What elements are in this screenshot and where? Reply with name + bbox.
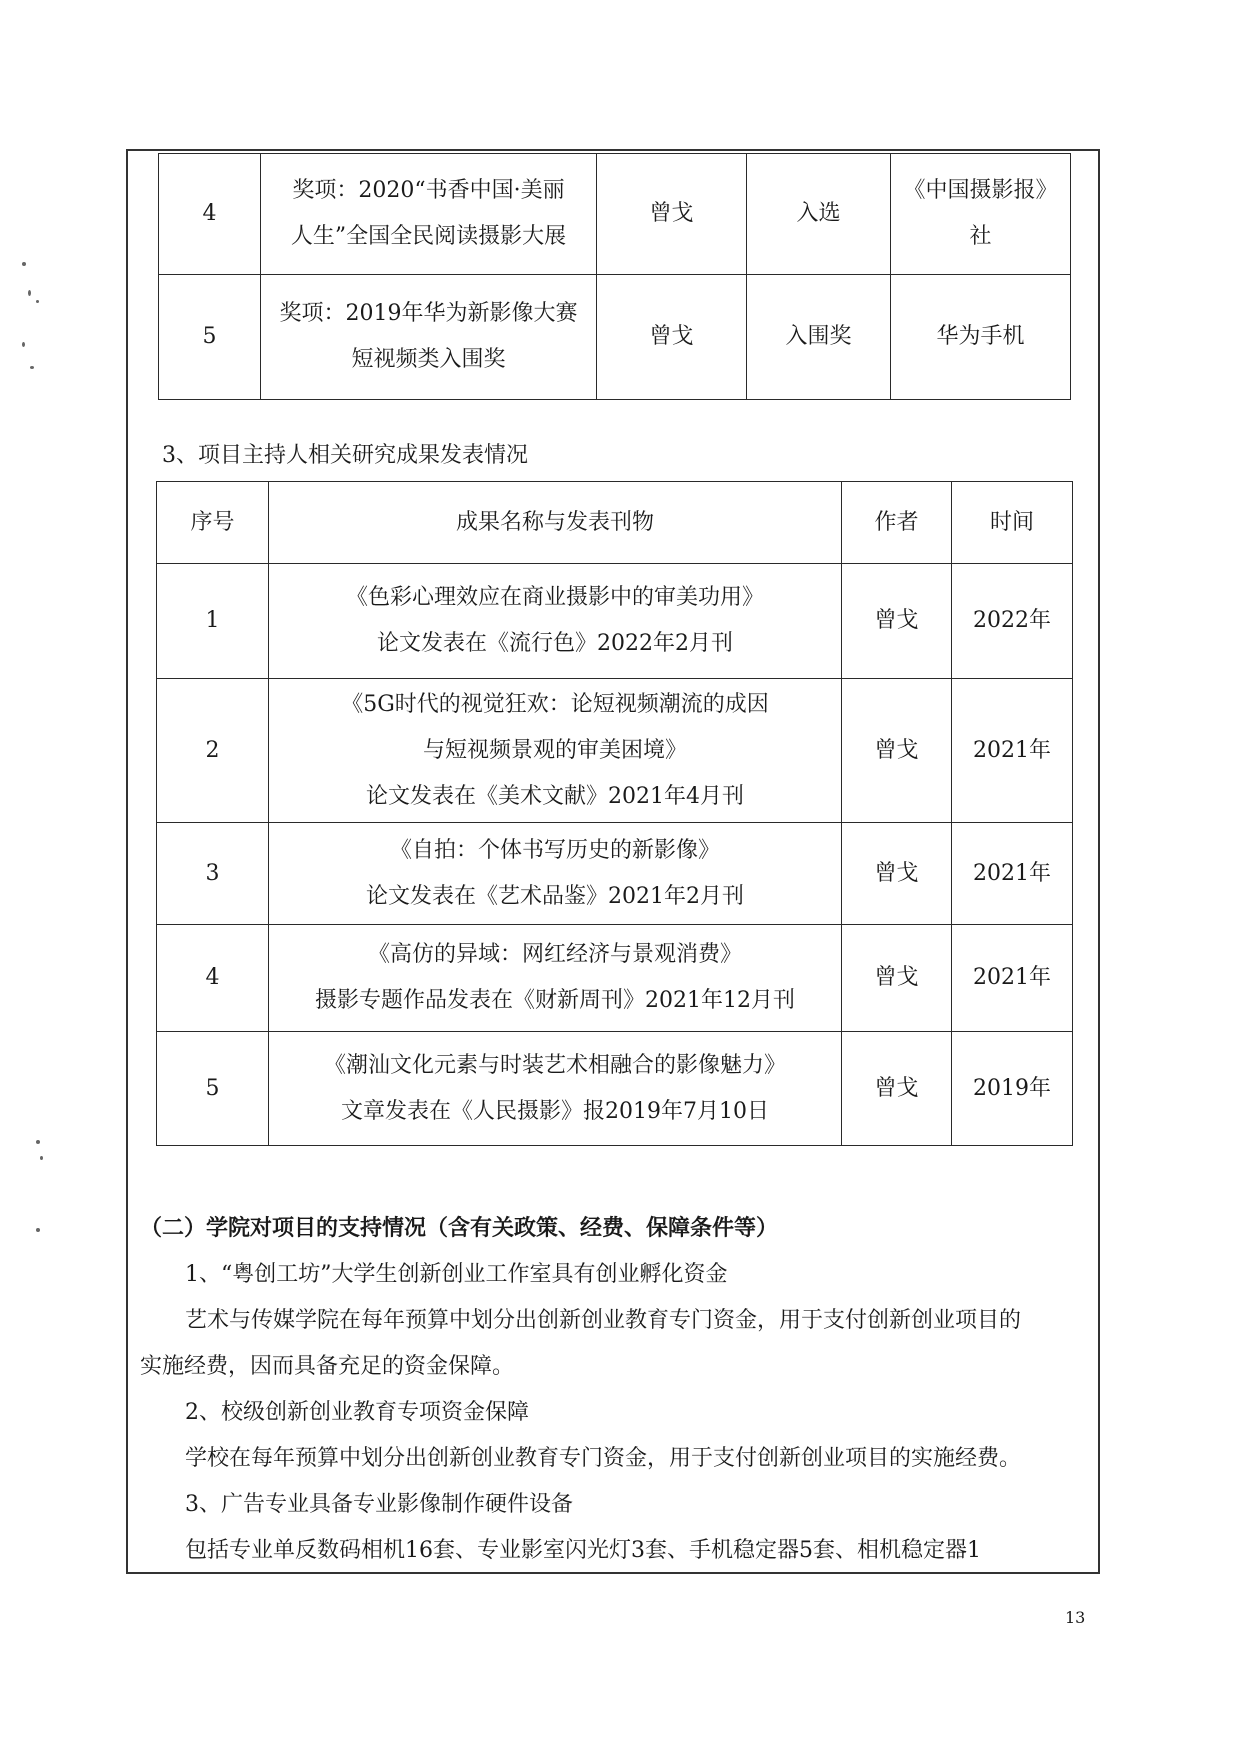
cell-line: 《5G时代的视觉狂欢：论短视频潮流的成因: [341, 691, 769, 717]
papers-table: [156, 481, 1073, 1146]
award-no: 5: [159, 275, 261, 400]
support-p3-title: 3、广告专业具备专业影像制作硬件设备: [185, 1492, 573, 1517]
cell-line: 论文发表在《艺术品鉴》2021年2月刊: [366, 883, 744, 909]
scan-speck: [22, 262, 26, 266]
paper-no: 1: [157, 564, 269, 679]
support-heading: （二）学院对项目的支持情况（含有关政策、经费、保障条件等）: [140, 1215, 779, 1241]
header-title: 成果名称与发表刊物: [269, 482, 842, 564]
paper-no: 5: [157, 1032, 269, 1146]
paper-author: 曾戈: [842, 823, 952, 925]
paper-time: 2021年: [952, 925, 1073, 1032]
cell-line: 摄影专题作品发表在《财新周刊》2021年12月刊: [315, 988, 795, 1013]
cell-line: 论文发表在《美术文献》2021年4月刊: [366, 783, 744, 809]
header-time: 时间: [952, 482, 1073, 564]
cell-line: 与短视频景观的审美困境》: [422, 737, 687, 763]
cell-line: 短视频类入围奖: [351, 347, 506, 372]
award-result: 入围奖: [747, 275, 891, 400]
paper-time: 2019年: [952, 1032, 1073, 1146]
paper-no: 4: [157, 925, 269, 1032]
cell-line: 社: [969, 224, 992, 249]
cell-line: 奖项：2020“书香中国·美丽: [292, 178, 565, 203]
paper-title: [269, 564, 842, 679]
support-p3-text: 包括专业单反数码相机16套、专业影室闪光灯3套、手机稳定器5套、相机稳定器1: [185, 1538, 981, 1563]
header-author: 作者: [842, 482, 952, 564]
paper-author: 曾戈: [842, 679, 952, 823]
paper-time: 2021年: [952, 679, 1073, 823]
support-p2-text: 学校在每年预算中划分出创新创业教育专门资金，用于支付创新创业项目的实施经费。: [185, 1446, 1022, 1471]
paper-row: [157, 925, 1073, 1032]
scan-speck: [36, 300, 39, 303]
page-number: 13: [1065, 1608, 1086, 1627]
award-person: 曾戈: [597, 275, 747, 400]
cell-line: 人生”全国全民阅读摄影大展: [290, 224, 567, 249]
paper-row: [157, 823, 1073, 925]
cell-line: 《色彩心理效应在商业摄影中的审美功用》: [345, 585, 764, 610]
cell-line: 《高仿的异域：网红经济与景观消费》: [367, 942, 742, 967]
award-result: 入选: [747, 154, 891, 275]
section3-heading: 3、项目主持人相关研究成果发表情况: [162, 443, 528, 468]
papers-header-row: [157, 482, 1073, 564]
header-no: 序号: [157, 482, 269, 564]
cell-line: 《中国摄影报》: [903, 178, 1058, 203]
award-org: [891, 154, 1071, 275]
cell-line: 奖项：2019年华为新影像大赛: [279, 301, 578, 326]
paper-time: 2021年: [952, 823, 1073, 925]
support-p1-title: 1、“粤创工坊”大学生创新创业工作室具有创业孵化资金: [185, 1262, 728, 1287]
award-item: [261, 154, 597, 275]
paper-row: [157, 679, 1073, 823]
scan-speck: [36, 1228, 40, 1232]
paper-no: 2: [157, 679, 269, 823]
cell-line: 《自拍：个体书写历史的新影像》: [389, 837, 720, 863]
scan-speck: [30, 366, 34, 369]
scan-speck: [40, 1156, 43, 1160]
support-p1-text-a: 艺术与传媒学院在每年预算中划分出创新创业教育专门资金，用于支付创新创业项目的: [185, 1308, 1022, 1333]
award-row: [159, 275, 1071, 400]
award-item: [261, 275, 597, 400]
cell-line: 文章发表在《人民摄影》报2019年7月10日: [341, 1098, 769, 1124]
paper-author: 曾戈: [842, 925, 952, 1032]
support-p2-title: 2、校级创新创业教育专项资金保障: [185, 1400, 529, 1425]
cell-line: 《潮汕文化元素与时装艺术相融合的影像魅力》: [323, 1052, 786, 1078]
award-person: 曾戈: [597, 154, 747, 275]
paper-row: [157, 564, 1073, 679]
paper-title: [269, 925, 842, 1032]
scan-speck: [28, 290, 31, 296]
scan-speck: [22, 342, 25, 347]
awards-table: [158, 153, 1071, 400]
scan-speck: [36, 1140, 40, 1144]
paper-no: 3: [157, 823, 269, 925]
award-org: [891, 275, 1071, 400]
paper-author: 曾戈: [842, 564, 952, 679]
paper-title: [269, 823, 842, 925]
cell-line: 论文发表在《流行色》2022年2月刊: [377, 631, 733, 656]
cell-line: 华为手机: [936, 324, 1025, 349]
paper-author: 曾戈: [842, 1032, 952, 1146]
award-no: 4: [159, 154, 261, 275]
paper-title: [269, 679, 842, 823]
paper-row: [157, 1032, 1073, 1146]
support-p1-text-b: 实施经费，因而具备充足的资金保障。: [140, 1354, 515, 1379]
paper-time: 2022年: [952, 564, 1073, 679]
paper-title: [269, 1032, 842, 1146]
award-row: [159, 154, 1071, 275]
